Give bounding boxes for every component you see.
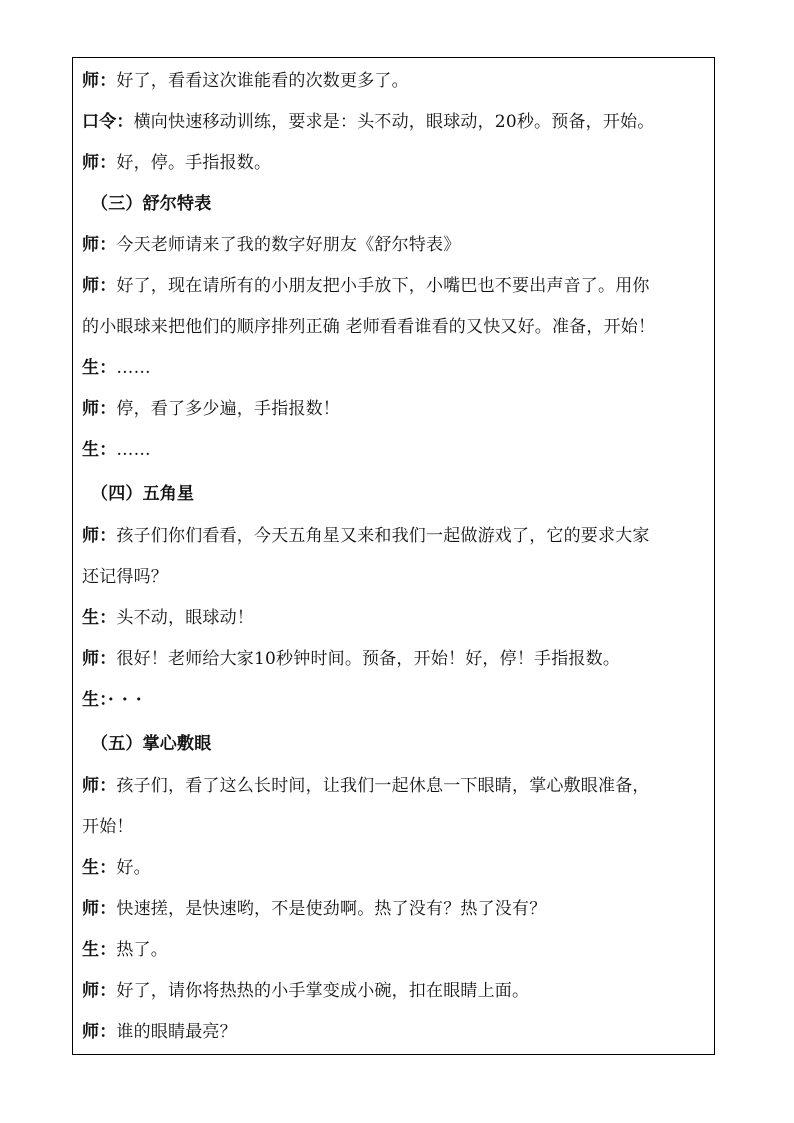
line-text: 很好！老师给大家10秒钟时间。预备，开始！好，停！手指报数。 <box>116 649 621 669</box>
line-text: 停，看了多少遍，手指报数！ <box>116 399 341 419</box>
line-text: 好了，现在请所有的小朋友把小手放下，小嘴巴也不要出声音了。用你 <box>116 276 650 296</box>
section-heading: （三）舒尔特表 <box>91 194 212 214</box>
speaker-label: 师： <box>82 71 117 91</box>
dialogue-line <box>82 398 710 420</box>
document-table-cell <box>72 57 715 1055</box>
line-text: 热了。 <box>116 940 169 960</box>
dialogue-line <box>82 439 710 461</box>
line-text: …… <box>116 440 151 460</box>
line-text: 头不动，眼球动！ <box>116 608 255 628</box>
dialogue-line <box>82 939 710 961</box>
dialogue-line <box>82 980 710 1002</box>
speaker-label: 师： <box>82 399 117 419</box>
dialogue-line <box>82 857 710 879</box>
speaker-label: 口令： <box>82 112 134 132</box>
line-text: 快速搓，是快速哟，不是使劲啊。热了没有？热了没有？ <box>116 899 547 919</box>
speaker-label: 生： <box>82 358 117 378</box>
speaker-label: 生： <box>82 940 117 960</box>
dialogue-line <box>82 898 710 920</box>
section-heading: （五）掌心敷眼 <box>91 734 212 754</box>
speaker-label: 师： <box>82 153 117 173</box>
speaker-label: 师： <box>82 649 117 669</box>
dialogue-line <box>82 1021 710 1043</box>
dialogue-line <box>82 275 710 297</box>
section-heading: （四）五角星 <box>91 484 195 504</box>
speaker-label: 师： <box>82 981 117 1001</box>
line-text: 孩子们你们看看，今天五角星又来和我们一起做游戏了，它的要求大家 <box>116 526 650 546</box>
line-text: 孩子们，看了这么长时间，让我们一起休息一下眼睛，掌心敷眼准备， <box>116 776 650 796</box>
dialogue-line <box>82 775 710 797</box>
speaker-label: 生： <box>82 858 117 878</box>
dialogue-line <box>82 357 710 379</box>
line-text: 好了，请你将热热的小手掌变成小碗，扣在眼睛上面。 <box>116 981 530 1001</box>
speaker-label: 师： <box>82 526 117 546</box>
line-text: 谁的眼睛最亮？ <box>116 1022 237 1042</box>
dialogue-line <box>82 152 710 174</box>
line-text: 今天老师请来了我的数字好朋友《舒尔特表》 <box>116 235 461 255</box>
line-text: 好，停。手指报数。 <box>116 153 272 173</box>
dialogue-line <box>82 689 710 711</box>
speaker-label: 师： <box>82 776 117 796</box>
speaker-label: 生： <box>82 440 117 460</box>
dialogue-line <box>82 70 710 92</box>
speaker-label: 生： <box>82 690 108 710</box>
dialogue-line <box>82 648 710 670</box>
line-text: 横向快速移动训练，要求是：头不动，眼球动，20秒。预备，开始。 <box>133 112 655 132</box>
speaker-label: 师： <box>82 899 117 919</box>
continuation-line: 的小眼球来把他们的顺序排列正确 老师看看谁看的又快又好。准备，开始！ <box>82 317 656 337</box>
speaker-label: 生： <box>82 608 117 628</box>
dialogue-line <box>82 607 710 629</box>
line-text: …… <box>116 358 151 378</box>
line-text: ··· <box>107 690 150 710</box>
dialogue-line <box>82 525 710 547</box>
dialogue-line <box>82 234 710 256</box>
line-text: 好了，看看这次谁能看的次数更多了。 <box>116 71 409 91</box>
continuation-line: 开始！ <box>82 817 134 837</box>
speaker-label: 师： <box>82 1022 117 1042</box>
speaker-label: 师： <box>82 276 117 296</box>
dialogue-line <box>82 111 710 133</box>
continuation-line: 还记得吗？ <box>82 567 168 587</box>
speaker-label: 师： <box>82 235 117 255</box>
line-text: 好。 <box>116 858 151 878</box>
